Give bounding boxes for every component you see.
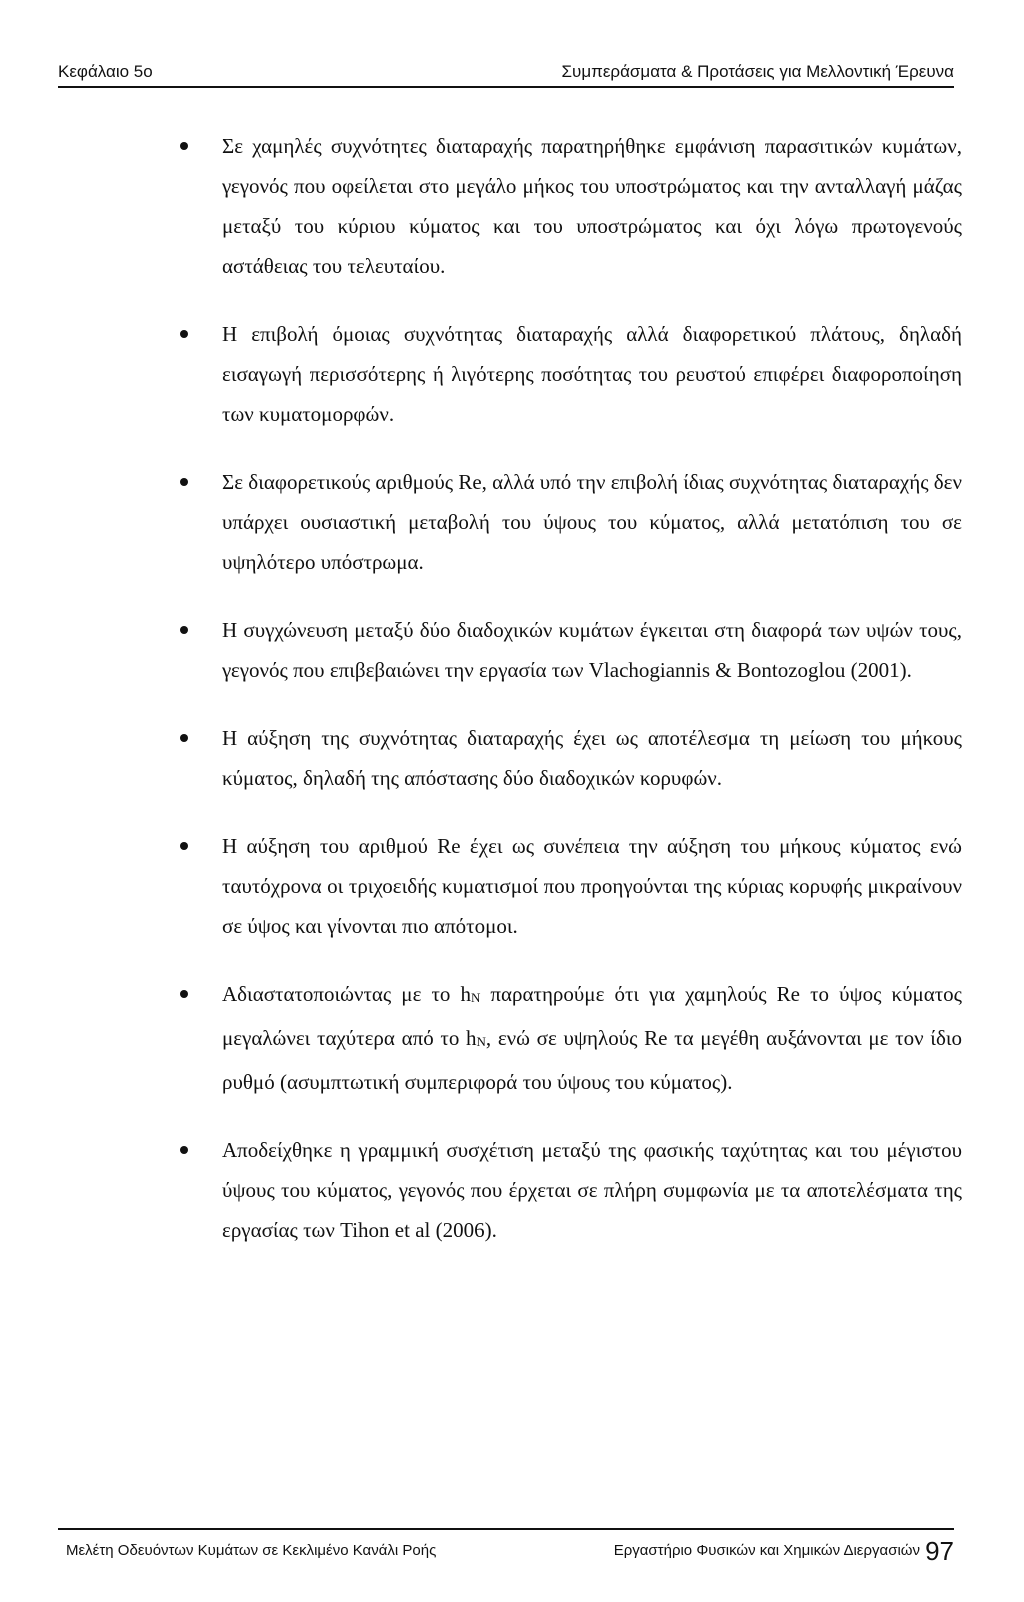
bullet-item-7	[172, 974, 962, 1102]
subscript-n: N	[476, 1034, 486, 1049]
bullet-text: Η αύξηση του αριθμού Re έχει ως συνέπεια την αύξηση του μήκους κύματος ενώ ταυτόχρονα οι τριχοειδής κυματισμοί που προηγούνται της κύριας κορυφής μικραίνουν σε ύψος και γίνονται πιο απότομοι.	[222, 834, 962, 938]
bullet-icon	[180, 330, 188, 338]
chapter-title: Συμπεράσματα & Προτάσεις για Μελλοντική Έρευνα	[561, 62, 954, 81]
bullet-text: Αποδείχθηκε η γραμμική συσχέτιση μεταξύ της φασικής ταχύτητας και του μέγιστου ύψους του κύματος, γεγονός που έρχεται σε πλήρη συμφωνία με τα αποτελέσματα της εργασίας των Tihon et al (2006).	[222, 1138, 962, 1242]
lab-name: Εργαστήριο Φυσικών και Χημικών Διεργασιών	[613, 1542, 920, 1559]
bullet-item-5	[172, 718, 962, 798]
bullet-text: Η συγχώνευση μεταξύ δύο διαδοχικών κυμάτων έγκειται στη διαφορά των υψών τους, γεγονός που επιβεβαιώνει την εργασία των Vlachogiannis & Bontozoglou (2001).	[222, 618, 962, 682]
thesis-title: Μελέτη Οδευόντων Κυμάτων σε Κεκλιμένο Κανάλι Ροής	[66, 1542, 437, 1559]
page-footer	[58, 1528, 954, 1570]
text-segment: Αδιαστατοποιώντας με το h	[222, 982, 471, 1006]
text-segment: , ενώ σε υψηλούς Re τα μεγέθη αυξάνονται με τον ίδιο ρυθμό (ασυμπτωτική συμπεριφορά του ύψους του κύματος).	[222, 1026, 962, 1094]
bullet-item-6	[172, 826, 962, 946]
bullet-icon	[180, 142, 188, 150]
page-header	[58, 58, 954, 88]
bullet-icon	[180, 626, 188, 634]
bullet-text: Η επιβολή όμοιας συχνότητας διαταραχής αλλά διαφορετικού πλάτους, δηλαδή εισαγωγή περισσότερης ή λιγότερης ποσότητας του ρευστού επιφέρει διαφοροποίηση των κυματομορφών.	[222, 322, 962, 426]
text-segment: παρατηρούμε ότι για χαμηλούς Re το ύψος κύματος μεγαλώνει ταχύτερα από το h	[222, 982, 962, 1050]
bullet-text: Η αύξηση της συχνότητας διαταραχής έχει ως αποτέλεσμα τη μείωση του μήκους κύματος, δηλαδή της απόστασης δύο διαδοχικών κορυφών.	[222, 726, 962, 790]
bullet-list	[172, 126, 962, 1278]
bullet-item-2	[172, 314, 962, 434]
bullet-icon	[180, 1146, 188, 1154]
subscript-n: N	[470, 990, 481, 1005]
bullet-item-1	[172, 126, 962, 286]
page-number: 97	[925, 1536, 954, 1566]
bullet-icon	[180, 842, 188, 850]
chapter-label: Κεφάλαιο 5ο	[58, 62, 153, 81]
bullet-icon	[180, 990, 188, 998]
bullet-text: Σε διαφορετικούς αριθμούς Re, αλλά υπό την επιβολή ίδιας συχνότητας διαταραχής δεν υπάρχει ουσιαστική μεταβολή του ύψους του κύματος, αλλά μετατόπιση του σε υψηλότερο υπόστρωμα.	[222, 470, 962, 574]
bullet-icon	[180, 734, 188, 742]
bullet-item-4	[172, 610, 962, 690]
bullet-text	[222, 974, 962, 1102]
bullet-text: Σε χαμηλές συχνότητες διαταραχής παρατηρήθηκε εμφάνιση παρασιτικών κυμάτων, γεγονός που οφείλεται στο μεγάλο μήκος του υποστρώματος και την ανταλλαγή μάζας μεταξύ του κύριου κύματος και του υποστρώματος και όχι λόγω πρωτογενούς αστάθειας του τελευταίου.	[222, 134, 962, 278]
bullet-item-8	[172, 1130, 962, 1250]
bullet-item-3	[172, 462, 962, 582]
bullet-icon	[180, 478, 188, 486]
